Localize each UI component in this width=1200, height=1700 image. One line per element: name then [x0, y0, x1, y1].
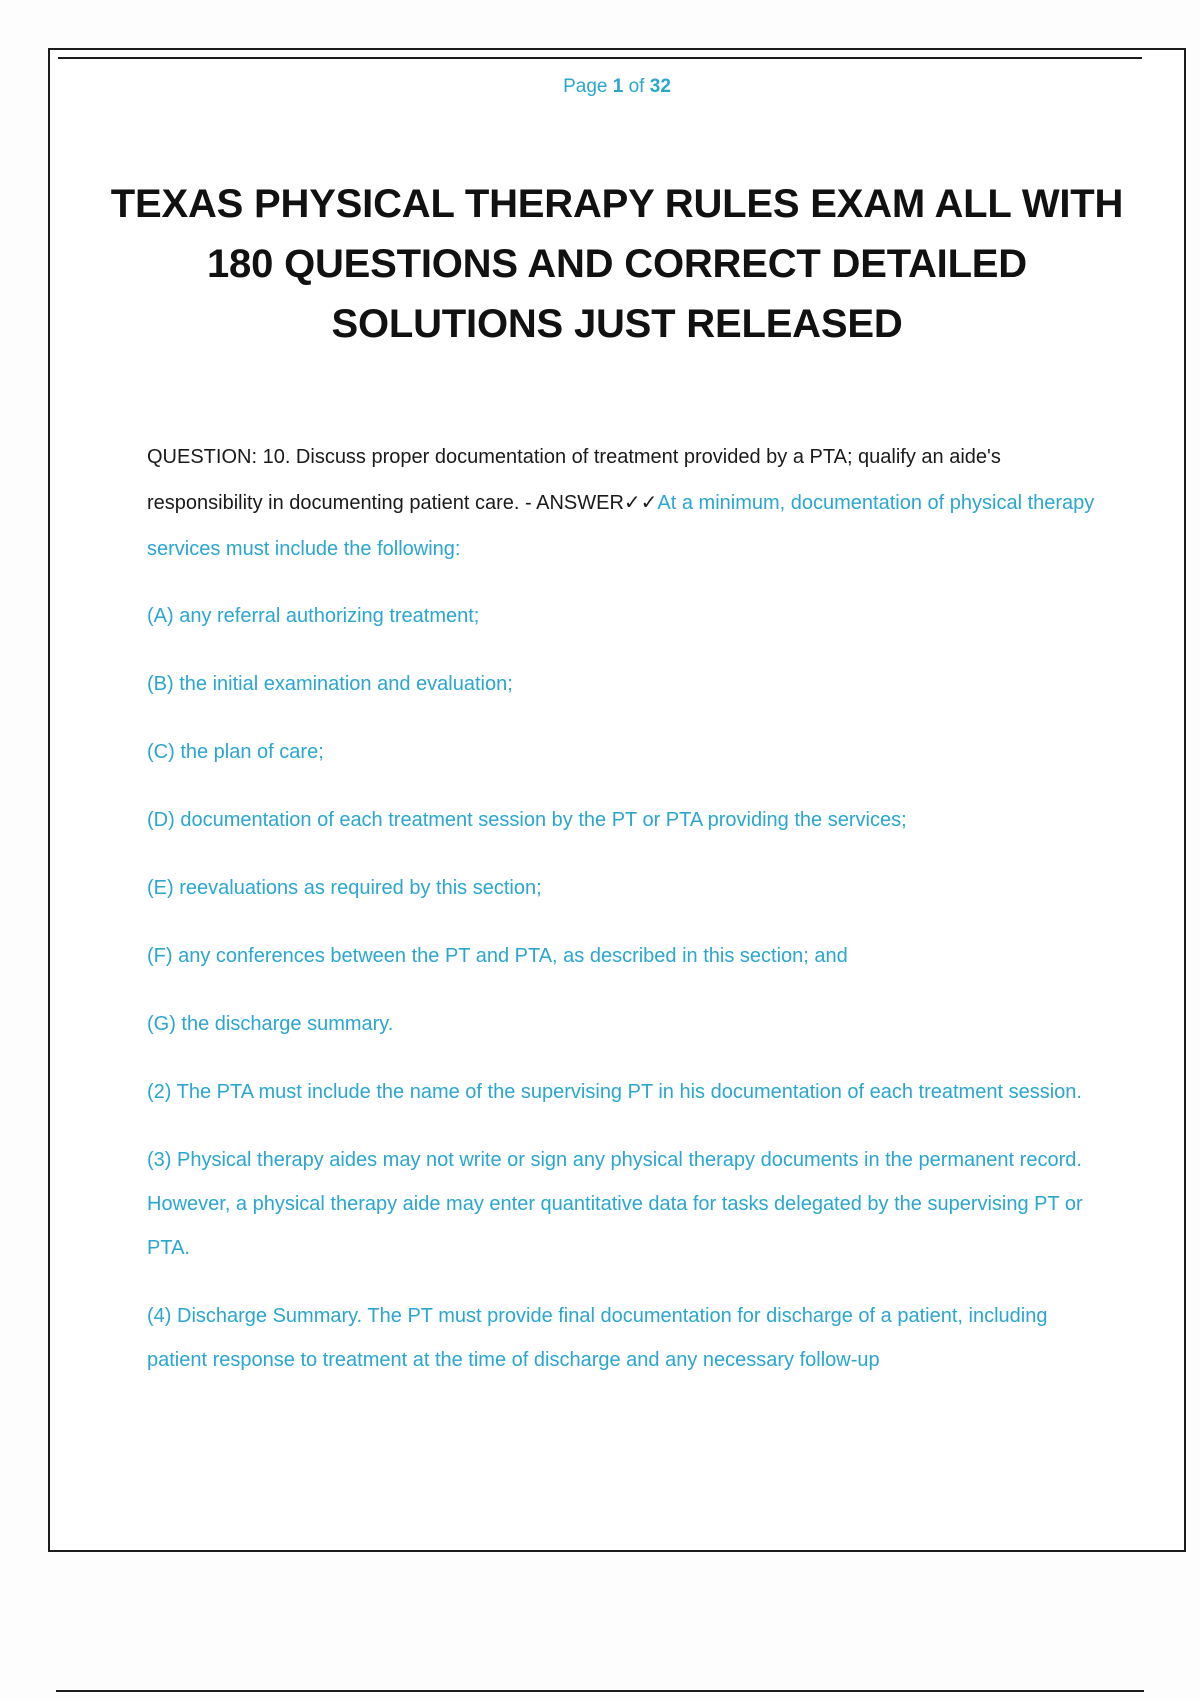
page-of: of: [628, 76, 645, 97]
page-total: 32: [649, 76, 671, 97]
paragraph-4: (4) Discharge Summary. The PT must provide final documentation for discharge of a patient, including patient response to treatment at the time of discharge and any necessary follow-up: [147, 1305, 1048, 1371]
question-text: QUESTION: 10. Discuss proper documentation of treatment provided by a PTA; qualify an aide's responsibility in documenting patient care. - ANSWER: [147, 446, 1001, 514]
list-item-f: (F) any conferences between the PT and PTA, as described in this section; and: [147, 945, 848, 967]
list-item-g: (G) the discharge summary.: [147, 1013, 394, 1035]
top-divider: [58, 57, 1142, 59]
question-paragraph: [147, 434, 1104, 572]
list-item-e: (E) reevaluations as required by this section;: [147, 877, 542, 899]
list-item-c: (C) the plan of care;: [147, 741, 324, 763]
answer-intro: At a minimum, documentation of physical therapy services must include the following:: [147, 492, 1095, 560]
paragraph-3: (3) Physical therapy aides may not write or sign any physical therapy documents in the permanent record. However, a physical therapy aide may enter quantitative data for tasks delegated by the supervising PT or PTA.: [147, 1149, 1083, 1259]
page-counter: [50, 76, 1184, 98]
list-item-a: (A) any referral authorizing treatment;: [147, 605, 480, 627]
document-body: [147, 434, 1104, 1406]
document-title: TEXAS PHYSICAL THERAPY RULES EXAM ALL WITH 180 QUESTIONS AND CORRECT DETAILED SOLUTIONS JUST RELEASED: [110, 182, 1124, 346]
list-item-d: (D) documentation of each treatment session by the PT or PTA providing the services;: [147, 809, 907, 831]
list-item-b: (B) the initial examination and evaluation;: [147, 673, 513, 695]
page-current: 1: [612, 76, 624, 97]
page-prefix: Page: [563, 76, 608, 97]
checkmark-icon: ✓✓: [623, 492, 658, 514]
paragraph-2: (2) The PTA must include the name of the supervising PT in his documentation of each treatment session.: [147, 1081, 1082, 1103]
bottom-divider: [56, 1690, 1144, 1692]
document-page: [48, 48, 1186, 1552]
